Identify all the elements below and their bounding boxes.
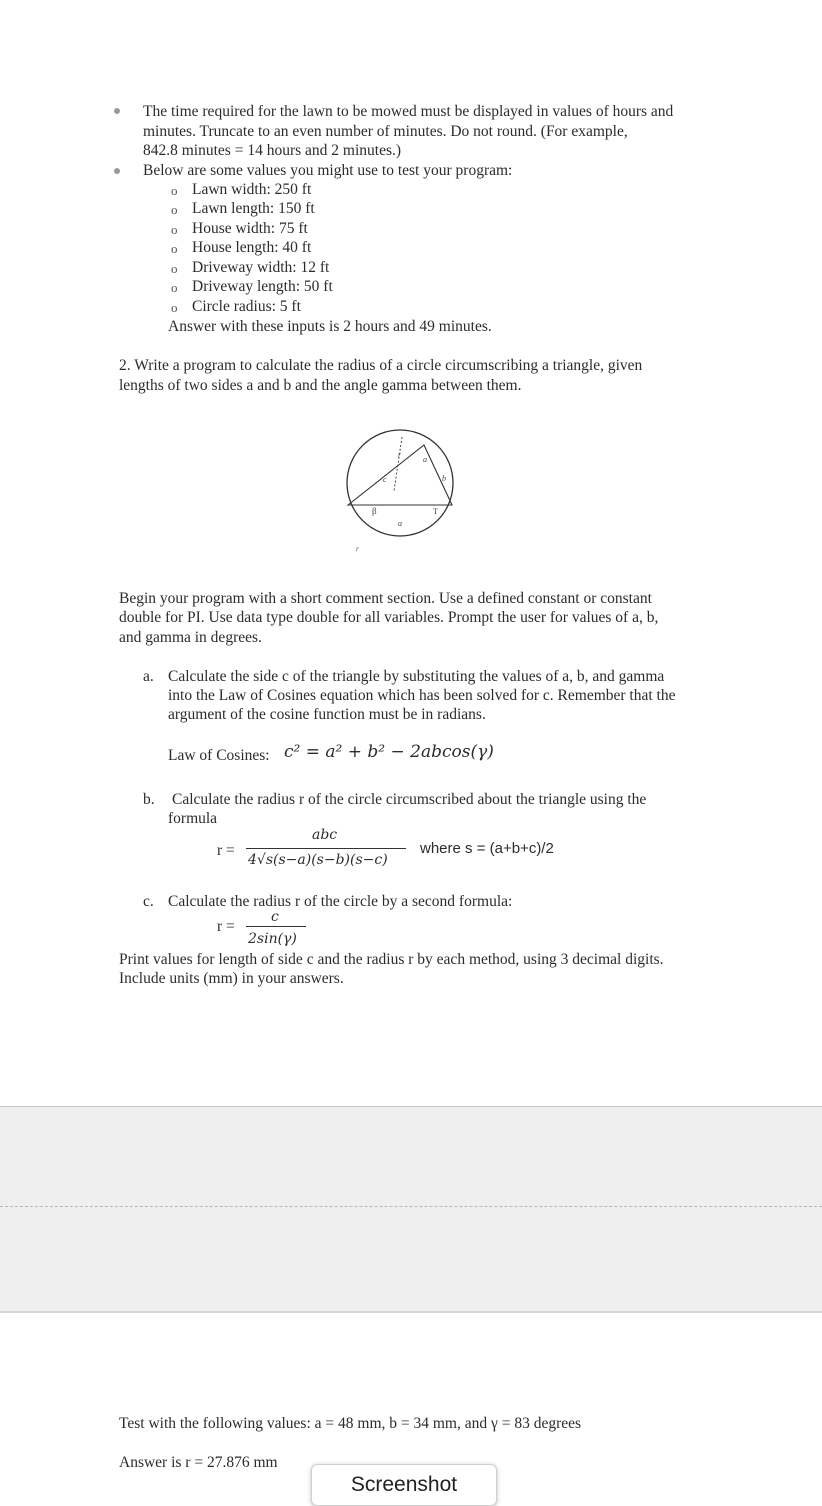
label-b: b — [442, 474, 446, 483]
law-of-cosines-label: Law of Cosines: — [168, 747, 270, 764]
sub-bullet-marker: o — [171, 300, 178, 315]
semi-perimeter-definition: where s = (a+b+c)/2 — [420, 840, 554, 857]
step-c-line-1: Calculate the radius r of the circle by a second formula: — [168, 893, 513, 910]
step-b-denominator: 4√s(s−a)(s−b)(s−c) — [248, 852, 388, 868]
test-value-driveway-length: Driveway length: 50 ft — [192, 278, 333, 295]
test-values-line: Test with the following values: a = 48 mm, b = 34 mm, and γ = 83 degrees — [119, 1415, 582, 1432]
step-b-fraction-bar — [246, 848, 406, 849]
step-a-marker: a. — [143, 668, 154, 685]
step-a-line-1: Calculate the side c of the triangle by substituting the values of a, b, and gamma — [168, 668, 665, 685]
step-a-line-3: argument of the cosine function must be in radians. — [168, 706, 486, 723]
sub-bullet-marker: o — [171, 222, 178, 237]
test-value-house-width: House width: 75 ft — [192, 220, 308, 237]
time-requirement-line-2: minutes. Truncate to an even number of minutes. Do not round. (For example, — [143, 123, 628, 140]
problem-2-line-2: lengths of two sides a and b and the angle gamma between them. — [119, 377, 522, 394]
sub-bullet-marker: o — [171, 202, 178, 217]
step-a-line-2: into the Law of Cosines equation which has been solved for c. Remember that the — [168, 687, 676, 704]
sub-bullet-marker: o — [171, 183, 178, 198]
problem-2-line-1: 2. Write a program to calculate the radius of a circle circumscribing a triangle, given — [119, 357, 643, 374]
step-c-fraction-bar — [246, 926, 306, 927]
step-b-numerator: abc — [312, 827, 338, 843]
test-value-house-length: House length: 40 ft — [192, 239, 312, 256]
law-of-cosines-formula: c² = a² + b² − 2abcos(γ) — [284, 742, 494, 762]
test-value-lawn-width: Lawn width: 250 ft — [192, 181, 312, 198]
circumscribed-triangle-diagram — [330, 425, 480, 560]
sub-bullet-marker: o — [171, 241, 178, 256]
time-requirement-line-1: The time required for the lawn to be mowed must be displayed in values of hours and — [143, 103, 674, 120]
test-values-intro: Below are some values you might use to test your program: — [143, 162, 513, 179]
bullet-marker — [114, 168, 120, 174]
screenshot-tooltip[interactable]: Screenshot — [311, 1464, 497, 1506]
label-a: a — [423, 455, 427, 464]
step-b-line-2: formula — [168, 810, 218, 827]
label-gamma: T — [433, 507, 438, 516]
instructions-line-3: and gamma in degrees. — [119, 629, 262, 646]
label-r-outer: r — [356, 545, 359, 553]
step-b-line-1: Calculate the radius r of the circle circumscribed about the triangle using the — [172, 791, 647, 808]
time-requirement-line-3: 842.8 minutes = 14 hours and 2 minutes.) — [143, 142, 402, 159]
label-a-bottom: a — [398, 519, 402, 528]
print-line-1: Print values for length of side c and the radius r by each method, using 3 decimal digits. — [119, 951, 664, 968]
sub-bullet-marker: o — [171, 261, 178, 276]
sub-bullet-marker: o — [171, 280, 178, 295]
label-r: r — [398, 450, 402, 459]
step-b-r-equals: r = — [217, 842, 235, 859]
step-c-denominator: 2sin(γ) — [248, 931, 297, 947]
page-break-dashed-line — [0, 1206, 822, 1207]
test-value-driveway-width: Driveway width: 12 ft — [192, 259, 330, 276]
test-answer-line: Answer is r = 27.876 mm — [119, 1454, 278, 1471]
page-gap-band — [0, 1106, 822, 1313]
test-value-circle-radius: Circle radius: 5 ft — [192, 298, 301, 315]
instructions-line-1: Begin your program with a short comment section. Use a defined constant or constant — [119, 590, 652, 607]
step-b-marker: b. — [143, 791, 155, 808]
label-beta: β — [372, 506, 377, 516]
step-c-r-equals: r = — [217, 918, 235, 935]
label-c: c — [383, 475, 387, 484]
lawn-answer: Answer with these inputs is 2 hours and 49 minutes. — [168, 318, 492, 335]
print-line-2: Include units (mm) in your answers. — [119, 970, 344, 987]
instructions-line-2: double for PI. Use data type double for all variables. Prompt the user for values of a, b, — [119, 609, 659, 626]
step-c-numerator: c — [271, 909, 279, 925]
step-c-marker: c. — [143, 893, 154, 910]
test-value-lawn-length: Lawn length: 150 ft — [192, 200, 315, 217]
bullet-marker — [114, 108, 120, 114]
